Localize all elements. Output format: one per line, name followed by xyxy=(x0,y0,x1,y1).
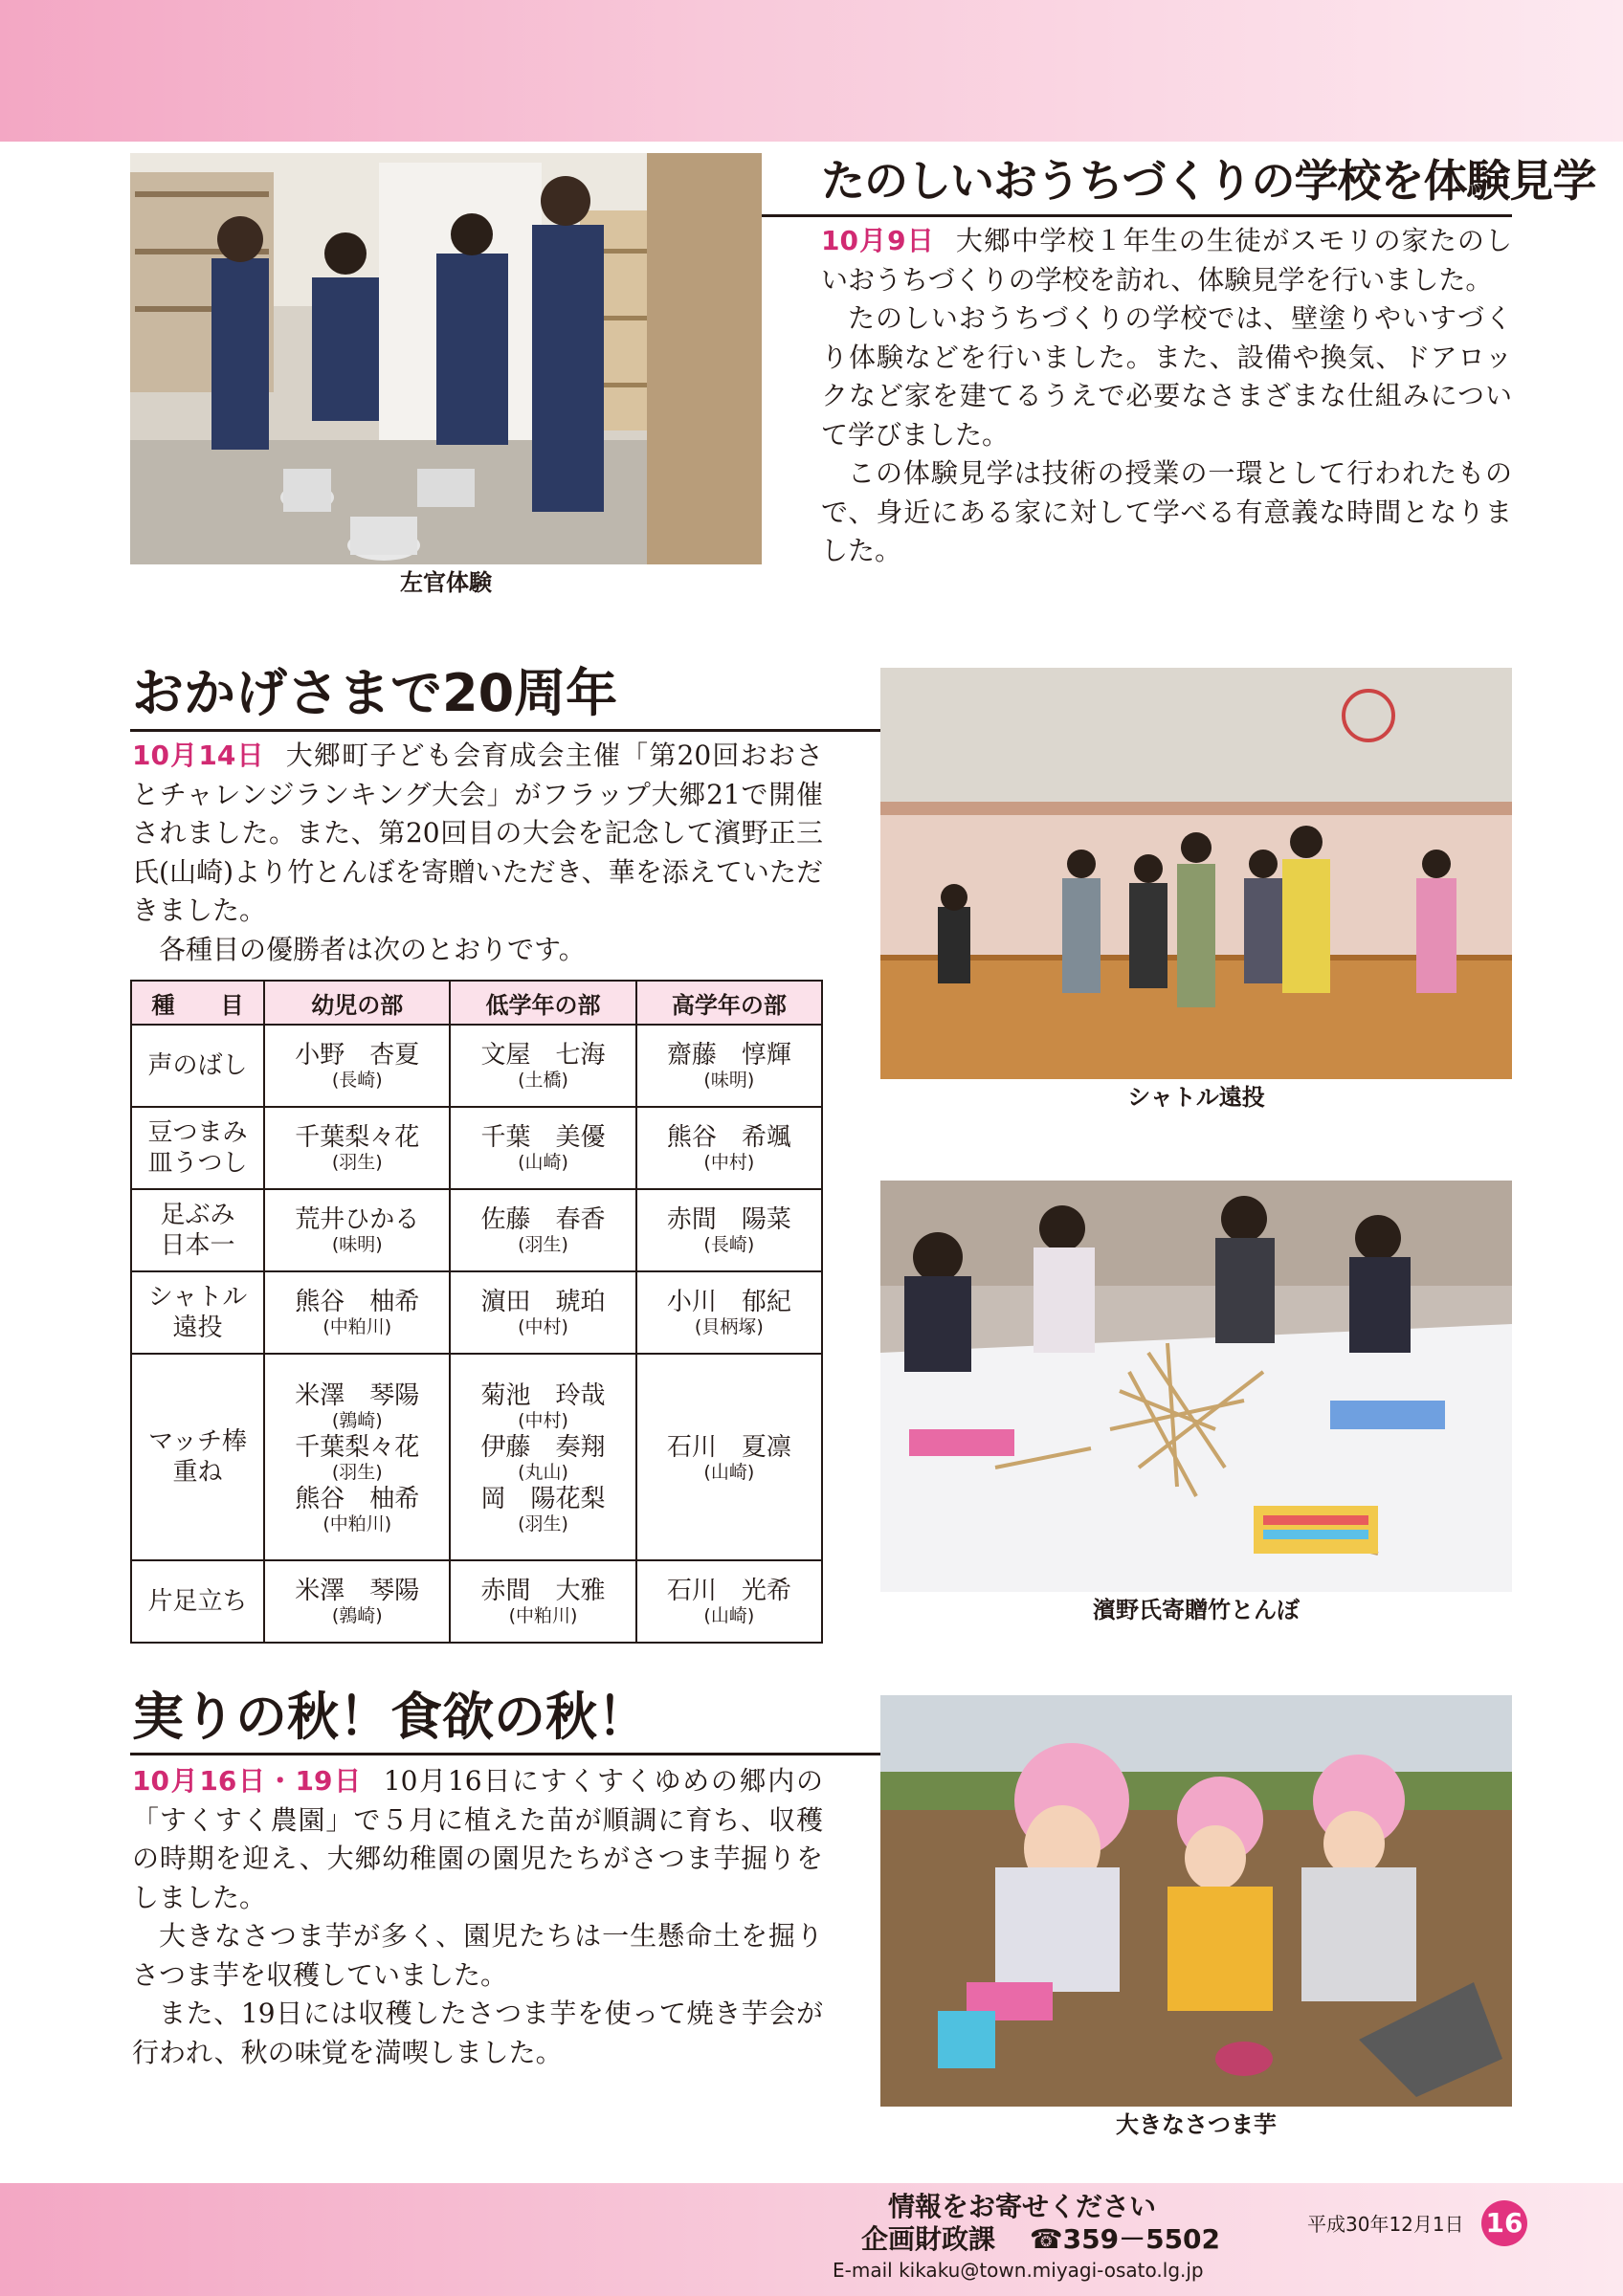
winner-area: (丸山) xyxy=(518,1462,568,1483)
title-underline xyxy=(130,729,880,732)
article-paragraph: たのしいおうちづくりの学校では、壁塗りやいすづくり体験などを行いました。また、設備や換気、ドアロックなど家を建てるうえで必要なさまざまな仕組みについて学びました。 xyxy=(821,302,1512,451)
winner-name: 菊池 玲哉 xyxy=(480,1381,606,1410)
article-body xyxy=(132,1762,823,2072)
winner-name: 小川 郁紀 xyxy=(666,1288,791,1316)
column-header: 種 目 xyxy=(131,981,264,1025)
event-cell: マッチ棒 重ね xyxy=(131,1354,264,1560)
footer-dept xyxy=(861,2223,1220,2256)
event-cell: 豆つまみ 皿うつし xyxy=(131,1107,264,1189)
column-header: 高学年の部 xyxy=(636,981,822,1025)
winner-area: (味明) xyxy=(331,1234,383,1255)
article-lead xyxy=(821,222,1512,299)
issue-date: 平成30年12月1日 xyxy=(1307,2213,1464,2236)
winner-name: 荒井ひかる xyxy=(295,1205,420,1234)
winner-name: 千葉梨々花 xyxy=(295,1433,420,1462)
winner-name: 小野 杏夏 xyxy=(295,1041,420,1070)
article-title: 実りの秋！食欲の秋！ xyxy=(132,1687,649,1747)
winner-cell xyxy=(636,1354,822,1560)
winner-name: 熊谷 希颯 xyxy=(666,1123,791,1152)
winner-name: 石川 光希 xyxy=(666,1577,791,1605)
header-band xyxy=(0,0,1623,142)
winner-cell xyxy=(636,1560,822,1643)
column-header: 幼児の部 xyxy=(264,981,450,1025)
winner-cell xyxy=(450,1271,635,1354)
winner-area: (長崎) xyxy=(331,1070,383,1091)
winner-area: (味明) xyxy=(703,1070,755,1091)
footer-request: 情報をお寄せください xyxy=(888,2191,1157,2222)
winner-name: 熊谷 柚希 xyxy=(295,1288,420,1316)
winners-table xyxy=(130,980,823,1644)
photo-caption: 左官体験 xyxy=(130,564,762,601)
winner-name: 文屋 七海 xyxy=(480,1041,606,1070)
table-row xyxy=(131,1560,822,1643)
winner-cell xyxy=(264,1354,450,1560)
article-paragraph: 大きなさつま芋が多く、園児たちは一生懸命土を掘りさつま芋を収穫していました。 xyxy=(132,1920,823,1991)
winner-area: (貝柄塚) xyxy=(694,1316,764,1337)
winner-area: (羽生) xyxy=(331,1152,383,1173)
bamboo-dragonfly-photo xyxy=(880,1181,1512,1628)
winner-area: (中村) xyxy=(518,1410,568,1431)
department-name: 企画財政課 xyxy=(861,2223,996,2255)
winner-cell xyxy=(450,1107,635,1189)
winner-cell xyxy=(636,1107,822,1189)
photo-caption: 濱野氏寄贈竹とんぼ xyxy=(880,1592,1512,1628)
article-title: おかげさまで20周年 xyxy=(132,663,618,723)
photo-caption: シャトル遠投 xyxy=(880,1079,1512,1115)
article-date: 10月16日・19日 xyxy=(132,1765,363,1797)
winner-cell xyxy=(636,1271,822,1354)
winner-cell xyxy=(450,1354,635,1560)
plastering-photo xyxy=(130,153,762,601)
winner-area: (山崎) xyxy=(518,1152,568,1173)
lead-text: 大郷中学校１年生の生徒がスモリの家たのしいおうちづくりの学校を訪れ、体験見学を行いました。 xyxy=(821,225,1512,296)
article-date: 10月9日 xyxy=(821,225,935,256)
photo-caption: 大きなさつま芋 xyxy=(880,2107,1512,2143)
column-header: 低学年の部 xyxy=(450,981,635,1025)
winner-name: 伊藤 奏翔 xyxy=(480,1433,606,1462)
winner-name: 岡 陽花梨 xyxy=(480,1485,606,1513)
article-date: 10月14日 xyxy=(132,740,265,771)
winner-area: (土橋) xyxy=(518,1070,568,1091)
winner-name: 赤間 陽菜 xyxy=(666,1205,791,1234)
table-header-row xyxy=(131,981,822,1025)
winner-name: 千葉 美優 xyxy=(480,1123,606,1152)
table-row xyxy=(131,1354,822,1560)
craft-table-image xyxy=(880,1181,1512,1592)
event-cell: 声のばし xyxy=(131,1025,264,1107)
winner-cell xyxy=(264,1560,450,1643)
article-lead xyxy=(132,1762,823,1917)
winner-name: 米澤 琴陽 xyxy=(295,1381,420,1410)
winner-name: 佐藤 春香 xyxy=(480,1205,606,1234)
winner-cell xyxy=(264,1189,450,1271)
article-lead xyxy=(132,737,823,931)
table-row xyxy=(131,1271,822,1354)
article-title: たのしいおうちづくりの学校を体験見学 xyxy=(821,155,1596,207)
winner-cell xyxy=(264,1271,450,1354)
footer-band xyxy=(0,2183,1623,2296)
winner-cell xyxy=(264,1107,450,1189)
article-body xyxy=(132,737,823,969)
winner-name: 熊谷 柚希 xyxy=(295,1485,420,1513)
winner-name: 千葉梨々花 xyxy=(295,1123,420,1152)
sweet-potato-photo xyxy=(880,1695,1512,2143)
winner-cell xyxy=(636,1189,822,1271)
winner-name: 米澤 琴陽 xyxy=(295,1577,420,1605)
shuttle-throw-photo xyxy=(880,668,1512,1115)
winner-cell xyxy=(450,1560,635,1643)
winner-area: (羽生) xyxy=(518,1513,568,1534)
winner-name: 濵田 琥珀 xyxy=(480,1288,606,1316)
winner-name: 赤間 大雅 xyxy=(480,1577,606,1605)
table-row xyxy=(131,1107,822,1189)
winner-cell xyxy=(450,1189,635,1271)
winner-name: 齋藤 惇輝 xyxy=(666,1041,791,1070)
lead-text: 大郷町子ども会育成会主催「第20回おおさとチャレンジランキング大会」がフラップ大郷21で開催されました。また、第20回目の大会を記念して濱野正三氏(山崎)より竹とんぼを寄贈いただき、華を添えていただきました。 xyxy=(132,740,823,926)
winner-cell xyxy=(636,1025,822,1107)
page-number: 16 xyxy=(1481,2200,1527,2246)
plastering-scene-image xyxy=(130,153,762,564)
winner-name: 石川 夏凛 xyxy=(666,1433,791,1462)
winner-area: (中粕川) xyxy=(322,1316,392,1337)
gym-scene-image xyxy=(880,668,1512,1079)
event-cell: 足ぶみ 日本一 xyxy=(131,1189,264,1271)
winner-cell xyxy=(450,1025,635,1107)
winner-area: (羽生) xyxy=(331,1462,383,1483)
winner-cell xyxy=(264,1025,450,1107)
lead-text: 10月16日にすくすくゆめの郷内の「すくすく農園」で５月に植えた苗が順調に育ち、収穫の時期を迎え、大郷幼稚園の園児たちがさつま芋掘りをしました。 xyxy=(132,1765,823,1913)
winner-area: (鶉崎) xyxy=(331,1605,383,1626)
winner-area: (中粕川) xyxy=(508,1605,578,1626)
table-row xyxy=(131,1025,822,1107)
article-paragraph: また、19日には収穫したさつま芋を使って焼き芋会が行われ、秋の味覚を満喫しました。 xyxy=(132,1998,823,2068)
title-underline xyxy=(762,214,1512,217)
winner-area: (中村) xyxy=(518,1316,568,1337)
event-cell: シャトル 遠投 xyxy=(131,1271,264,1354)
article-paragraph: この体験見学は技術の授業の一環として行われたもので、身近にある家に対して学べる有意義な時間となりました。 xyxy=(821,457,1512,566)
winner-area: (山崎) xyxy=(703,1462,755,1483)
winner-area: (中村) xyxy=(703,1152,755,1173)
phone-number: ☎359－5502 xyxy=(1029,2223,1221,2255)
winner-area: (山崎) xyxy=(703,1605,755,1626)
winner-area: (中粕川) xyxy=(322,1513,392,1534)
event-cell: 片足立ち xyxy=(131,1560,264,1643)
title-underline xyxy=(130,1753,880,1755)
article-paragraph: 各種目の優勝者は次のとおりです。 xyxy=(159,933,586,965)
table-row xyxy=(131,1189,822,1271)
potato-digging-image xyxy=(880,1695,1512,2107)
winner-area: (長崎) xyxy=(703,1234,755,1255)
winner-area: (羽生) xyxy=(518,1234,568,1255)
article-body xyxy=(821,222,1512,571)
footer-email[interactable]: E-mail kikaku@town.miyagi-osato.lg.jp xyxy=(833,2259,1204,2282)
winner-area: (鶉崎) xyxy=(331,1410,383,1431)
